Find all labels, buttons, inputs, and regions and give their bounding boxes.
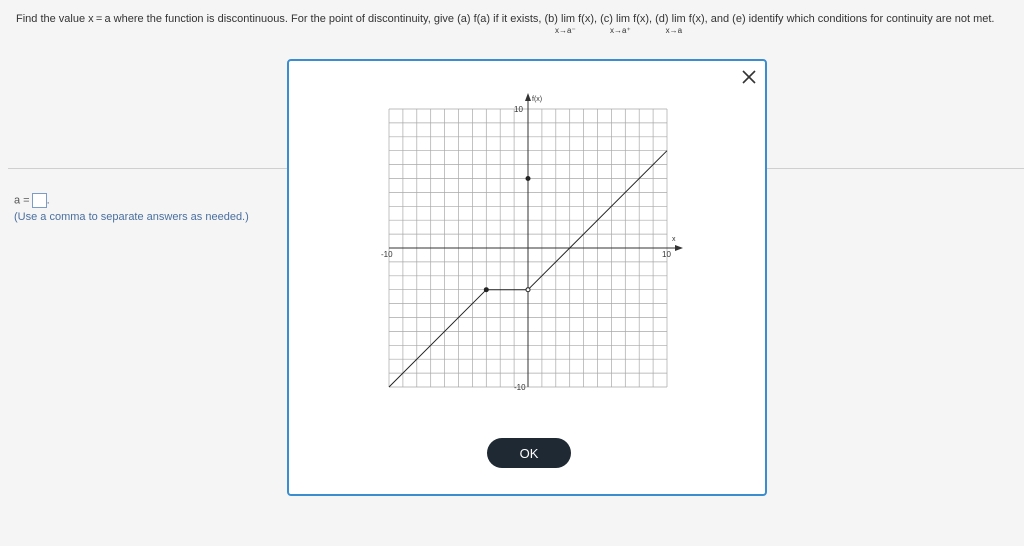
answer-suffix: . bbox=[46, 194, 50, 207]
lim-label: lim bbox=[616, 13, 631, 25]
question-part-2: f(x), (c) bbox=[578, 13, 613, 25]
answer-hint: (Use a comma to separate answers as needed.) bbox=[14, 211, 249, 223]
ok-button[interactable]: OK bbox=[487, 438, 571, 468]
function-graph bbox=[289, 81, 765, 441]
question-text bbox=[16, 13, 995, 35]
question-part-3: f(x), (d) bbox=[633, 13, 669, 25]
answer-row bbox=[14, 193, 50, 208]
tick-label-x-min: -10 bbox=[381, 250, 393, 259]
y-axis-label: f(x) bbox=[532, 96, 543, 103]
lim-label: lim bbox=[671, 13, 686, 25]
x-axis-label: x bbox=[672, 236, 676, 243]
tick-label-y-min: -10 bbox=[514, 383, 526, 392]
answer-input[interactable] bbox=[32, 193, 47, 208]
limit-left-subscript: x→a⁻ bbox=[555, 26, 576, 35]
tick-label-y-max: 10 bbox=[514, 105, 523, 114]
x-axis-arrow bbox=[675, 245, 683, 251]
limit-two-sided bbox=[665, 13, 686, 35]
graph-dialog bbox=[287, 59, 767, 496]
closed-point bbox=[526, 177, 530, 181]
tick-label-x-max: 10 bbox=[662, 250, 671, 259]
function-segment bbox=[389, 290, 486, 387]
limit-right bbox=[610, 13, 631, 35]
lim-label: lim bbox=[561, 13, 576, 25]
limit-left bbox=[555, 13, 576, 35]
y-axis-arrow bbox=[525, 93, 531, 101]
open-point bbox=[526, 288, 530, 292]
closed-point bbox=[484, 288, 488, 292]
answer-label: a = bbox=[14, 194, 30, 207]
limit-two-sided-subscript: x→a bbox=[665, 26, 683, 35]
question-part-4: f(x), and (e) identify which conditions for continuity are not met. bbox=[688, 13, 995, 25]
question-part-1: Find the value x = a where the function is discontinuous. For the point of discontinuity, give (a) f(a) if it exists, (b) bbox=[16, 13, 558, 25]
limit-right-subscript: x→a⁺ bbox=[610, 26, 631, 35]
